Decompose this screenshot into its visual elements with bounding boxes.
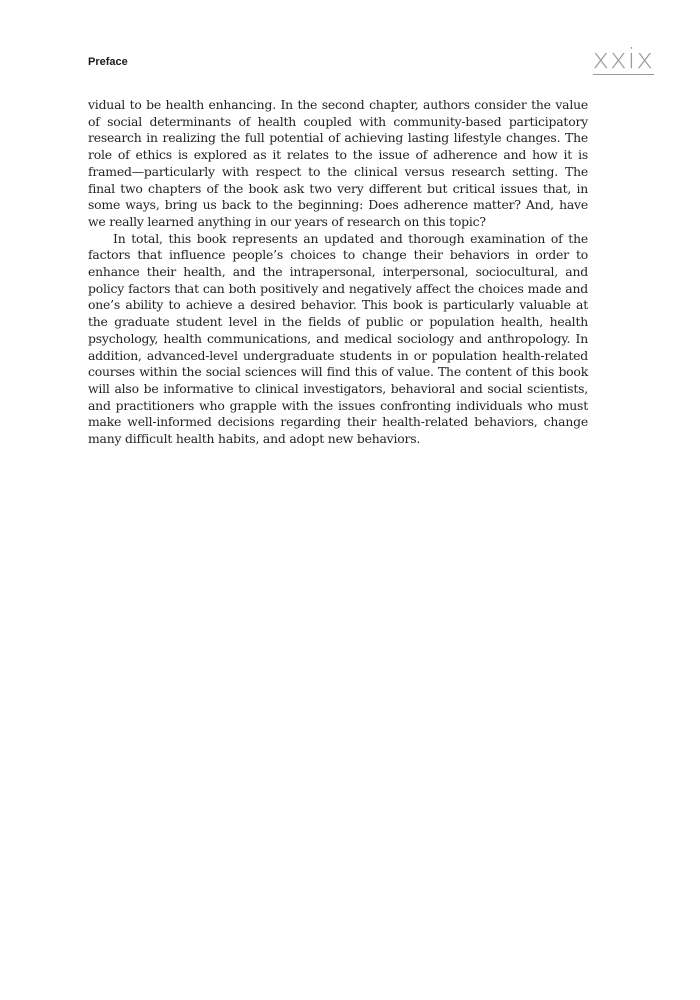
paragraph-continued: vidual to be health enhancing. In the second chapter, authors consider the value of social determinants of health coupled with community-based participatory research in realizing the full potential of achieving lasting lifestyle changes. The role of ethics is explored as it relates to the issue of adherence and how it is framed—particularly with respect to the clinical versus research setting. The final two chapters of the book ask two very different but critical issues that, in some ways, bring us back to the beginning: Does adherence matter? And, have we really learned anything in our years of research on this topic? <box>88 97 588 229</box>
running-head: Preface <box>88 56 128 68</box>
body-text <box>88 97 588 448</box>
page-number: xxix <box>592 42 654 75</box>
paragraph-summary: In total, this book represents an updated and thorough examination of the factors that influence people’s choices to change their behaviors in order to enhance their health, and the intrapersonal, interpersonal, sociocultural, and policy factors that can both positively and negatively affect the choices made and one’s ability to achieve a desired behavior. This book is particularly valuable at the graduate student level in the fields of public or population health, health psychology, health communications, and medical sociology and anthropology. In addition, advanced-level undergraduate students in or population health-related courses within the social sciences will find this of value. The content of this book will also be informative to clinical investigators, behavioral and social scientists, and practitioners who grapple with the issues confronting individuals who must make well-informed decisions regarding their health-related behaviors, change many difficult health habits, and adopt new behaviors. <box>88 230 588 447</box>
